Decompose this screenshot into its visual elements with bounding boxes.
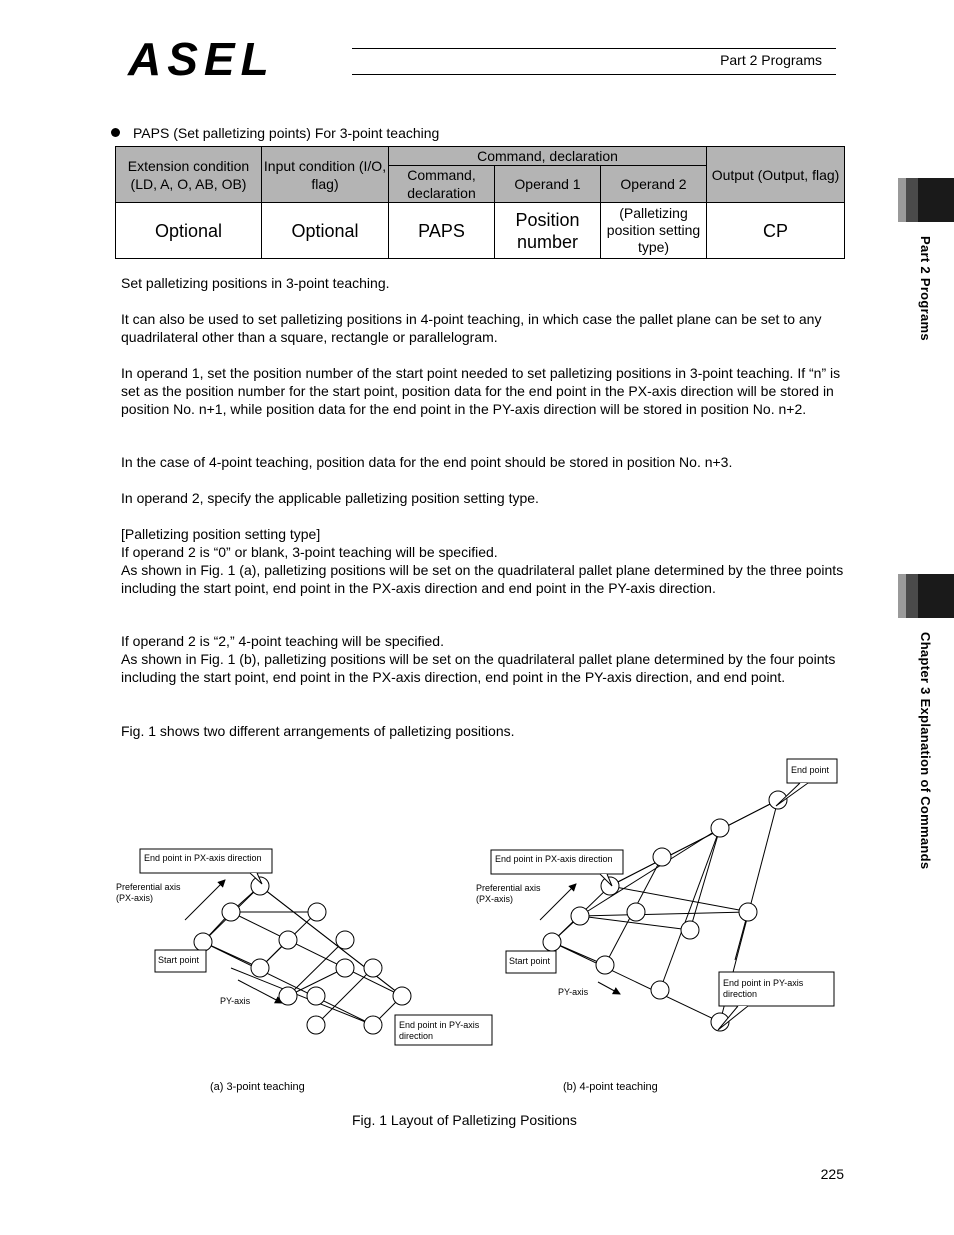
caption-b: (b) 4-point teaching (563, 1081, 658, 1093)
header-input-condition: Input condition (I/O, flag) (262, 147, 389, 203)
label-start-b: Start point (509, 956, 551, 966)
label-py-axis-a: PY-axis (220, 996, 251, 1006)
header-extension-condition: Extension condition (LD, A, O, AB, OB) (116, 147, 262, 203)
paragraph: If operand 2 is “0” or blank, 3-point teaching will be specified. (121, 544, 498, 560)
paragraph: In operand 1, set the position number of the start point needed to set palletizing positions in 3-point teaching. If “n” is set as the position number for the start point, position data for the end point in the PX-axis direction will be stored in position No. n+1, while position data for the end point in the PY-axis direction will be stored in position No. n+2. (121, 365, 841, 417)
header-output: Output (Output, flag) (707, 147, 845, 203)
label-py-axis-b: PY-axis (558, 987, 589, 997)
side-label-chapter: Chapter 3 Explanation of Commands (918, 632, 933, 870)
side-tab-part (898, 178, 954, 222)
paragraph: As shown in Fig. 1 (b), palletizing positions will be set on the quadrilateral pallet plane determined by the four points including the start point, end point in the PX-axis direction, end point in the PY-axis direction, and end point. (121, 651, 836, 685)
command-heading: PAPS (Set palletizing points) For 3-point teaching (133, 125, 440, 141)
paragraph: It can also be used to set palletizing positions in 4-point teaching, in which case the pallet plane can be set to any quadrilateral other than a square, rectangle or parallelogram. (121, 311, 822, 345)
header-section-title: Part 2 Programs (720, 52, 822, 68)
cell-operand-2: (Palletizing position setting type) (601, 203, 707, 259)
diagram-4-point (476, 759, 837, 1093)
label-end-px-a: End point in PX-axis direction (144, 853, 262, 863)
label-end-py-b: End point in PY-axis (723, 978, 804, 988)
cell-operand-1: Position number (495, 203, 601, 259)
side-tab-chapter (898, 574, 954, 618)
paragraph: [Palletizing position setting type] (121, 526, 321, 542)
command-table (115, 146, 845, 259)
cell-command: PAPS (389, 203, 495, 259)
label-pref-axis-a: Preferential axis (116, 882, 181, 892)
paragraph: In the case of 4-point teaching, position data for the end point should be stored in position No. n+3. (121, 454, 733, 470)
caption-a: (a) 3-point teaching (210, 1081, 305, 1093)
header-command: Command, declaration (389, 166, 495, 203)
header-rule-top (352, 48, 836, 49)
side-label-part: Part 2 Programs (918, 236, 933, 341)
header-rule-bottom (352, 74, 836, 75)
label-pref-axis-sub-b: (PX-axis) (476, 894, 514, 904)
label-start-a: Start point (158, 955, 200, 965)
paragraph: In operand 2, specify the applicable palletizing position setting type. (121, 490, 539, 506)
paragraph: Fig. 1 shows two different arrangements of palletizing positions. (121, 723, 515, 739)
palletizing-figure (100, 750, 860, 1110)
label-end-point-b: End point (791, 765, 830, 775)
diagram-3-point (116, 849, 492, 1093)
logo-wordmark: ASEL (128, 34, 275, 80)
label-pref-axis-sub-a: (PX-axis) (116, 893, 154, 903)
header-command-group: Command, declaration (389, 147, 707, 166)
cell-output: CP (707, 203, 845, 259)
label-pref-axis-b: Preferential axis (476, 883, 541, 893)
cell-input-condition: Optional (262, 203, 389, 259)
label-end-py-sub-a: direction (399, 1031, 434, 1041)
paragraph: If operand 2 is “2,” 4-point teaching will be specified. (121, 633, 444, 649)
figure-caption: Fig. 1 Layout of Palletizing Positions (352, 1112, 577, 1128)
bullet-dot (111, 128, 120, 137)
paragraph: Set palletizing positions in 3-point teaching. (121, 275, 390, 291)
page-number: 225 (820, 1166, 844, 1182)
asel-logo (126, 34, 351, 80)
cell-extension-condition: Optional (116, 203, 262, 259)
header-operand-2: Operand 2 (601, 166, 707, 203)
paragraph: As shown in Fig. 1 (a), palletizing positions will be set on the quadrilateral pallet plane determined by the three points including the start point, end point in the PX-axis direction and end point in the PY-axis direction. (121, 562, 844, 596)
label-end-px-b: End point in PX-axis direction (495, 854, 613, 864)
header-operand-1: Operand 1 (495, 166, 601, 203)
label-end-py-a: End point in PY-axis (399, 1020, 480, 1030)
label-end-py-sub-b: direction (723, 989, 758, 999)
